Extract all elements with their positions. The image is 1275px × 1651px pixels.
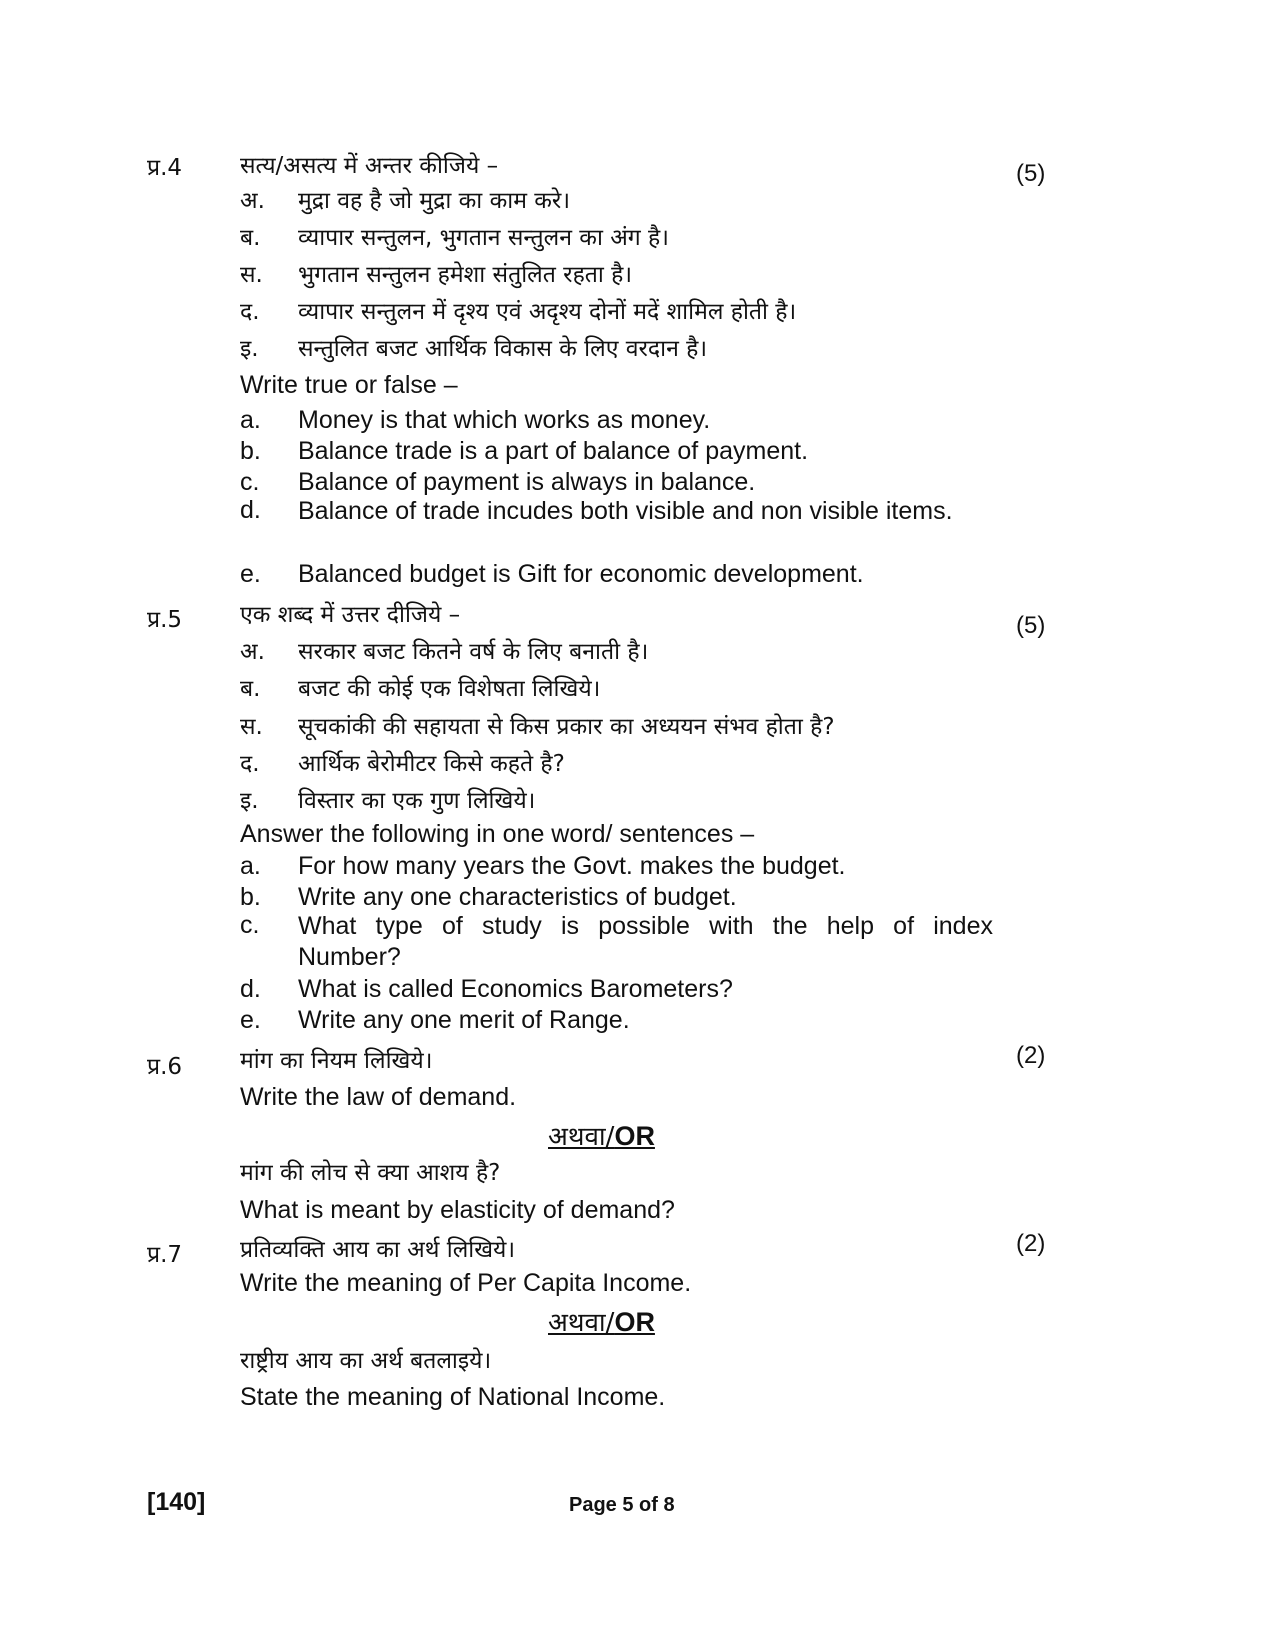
q7-alt-hindi-text: राष्ट्रीय आय का अर्थ बतलाइये। xyxy=(240,1348,492,1374)
q4-en-item-b: b. Balance trade is a part of balance of payment. xyxy=(240,437,809,465)
q4-en-item-d: d. Balance of trade incudes both visible and non visible items. xyxy=(240,496,953,525)
q5-en-item-b: b. Write any one characteristics of budget. xyxy=(240,883,737,911)
q5-hi-item-a: अ. सरकार बजट कितने वर्ष के लिए बनाती है। xyxy=(240,639,649,665)
q4-hindi-heading: सत्य/असत्य में अन्तर कीजिये – xyxy=(240,153,499,179)
q4-en-item-e: e. Balanced budget is Gift for economic development. xyxy=(240,560,864,588)
q5-en-item-a: a. For how many years the Govt. makes the budget. xyxy=(240,852,846,880)
q7-marks: (2) xyxy=(1016,1230,1046,1257)
q5-hindi-heading: एक शब्द में उत्तर दीजिये – xyxy=(240,602,461,628)
q4-en-item-c: c. Balance of payment is always in balance. xyxy=(240,468,756,496)
q6-number: प्र.6 xyxy=(147,1054,183,1080)
q4-english-heading: Write true or false – xyxy=(240,371,458,399)
q6-alt-hindi-text: मांग की लोच से क्या आशय है? xyxy=(240,1160,501,1186)
q4-hi-item-a: अ. मुद्रा वह है जो मुद्रा का काम करे। xyxy=(240,188,571,214)
q4-hi-item-d: द. व्यापार सन्तुलन में दृश्य एवं अदृश्य दोनों मदें शामिल होती है। xyxy=(240,299,797,325)
q7-english-text: Write the meaning of Per Capita Income. xyxy=(240,1269,692,1297)
paper-code: [140] xyxy=(147,1488,206,1516)
q7-hindi-text: प्रतिव्यक्ति आय का अर्थ लिखिये। xyxy=(240,1237,516,1263)
q4-marks: (5) xyxy=(1016,160,1046,187)
q5-hi-item-c: स. सूचकांकी की सहायता से किस प्रकार का अध्ययन संभव होता है? xyxy=(240,714,835,740)
q4-hi-item-e: इ. सन्तुलित बजट आर्थिक विकास के लिए वरदान है। xyxy=(240,336,708,362)
q6-marks: (2) xyxy=(1016,1042,1046,1069)
q6-or-divider: अथवा/OR xyxy=(548,1121,655,1152)
q5-en-item-d: d. What is called Economics Barometers? xyxy=(240,975,733,1003)
q7-or-divider: अथवा/OR xyxy=(548,1307,655,1338)
q6-alt-english-text: What is meant by elasticity of demand? xyxy=(240,1196,675,1224)
q4-hi-item-c: स. भुगतान सन्तुलन हमेशा संतुलित रहता है। xyxy=(240,262,633,288)
q7-number: प्र.7 xyxy=(147,1242,183,1268)
q6-english-text: Write the law of demand. xyxy=(240,1083,517,1111)
q7-alt-english-text: State the meaning of National Income. xyxy=(240,1383,666,1411)
q5-en-item-e: e. Write any one merit of Range. xyxy=(240,1006,630,1034)
q4-number: प्र.4 xyxy=(147,155,183,181)
q5-hi-item-e: इ. विस्तार का एक गुण लिखिये। xyxy=(240,788,536,814)
q4-en-item-a: a. Money is that which works as money. xyxy=(240,406,711,434)
q5-marks: (5) xyxy=(1016,612,1046,639)
q5-en-item-c: c. What type of study is possible with the help of index Number? xyxy=(240,911,993,971)
q5-number: प्र.5 xyxy=(147,607,183,633)
q6-hindi-text: मांग का नियम लिखिये। xyxy=(240,1048,433,1074)
q5-hi-item-b: ब. बजट की कोई एक विशेषता लिखिये। xyxy=(240,676,601,702)
page-number: Page 5 of 8 xyxy=(569,1494,675,1516)
q5-english-heading: Answer the following in one word/ sentences – xyxy=(240,820,755,848)
q5-hi-item-d: द. आर्थिक बेरोमीटर किसे कहते है? xyxy=(240,751,565,777)
q4-hi-item-b: ब. व्यापार सन्तुलन, भुगतान सन्तुलन का अंग है। xyxy=(240,225,669,251)
